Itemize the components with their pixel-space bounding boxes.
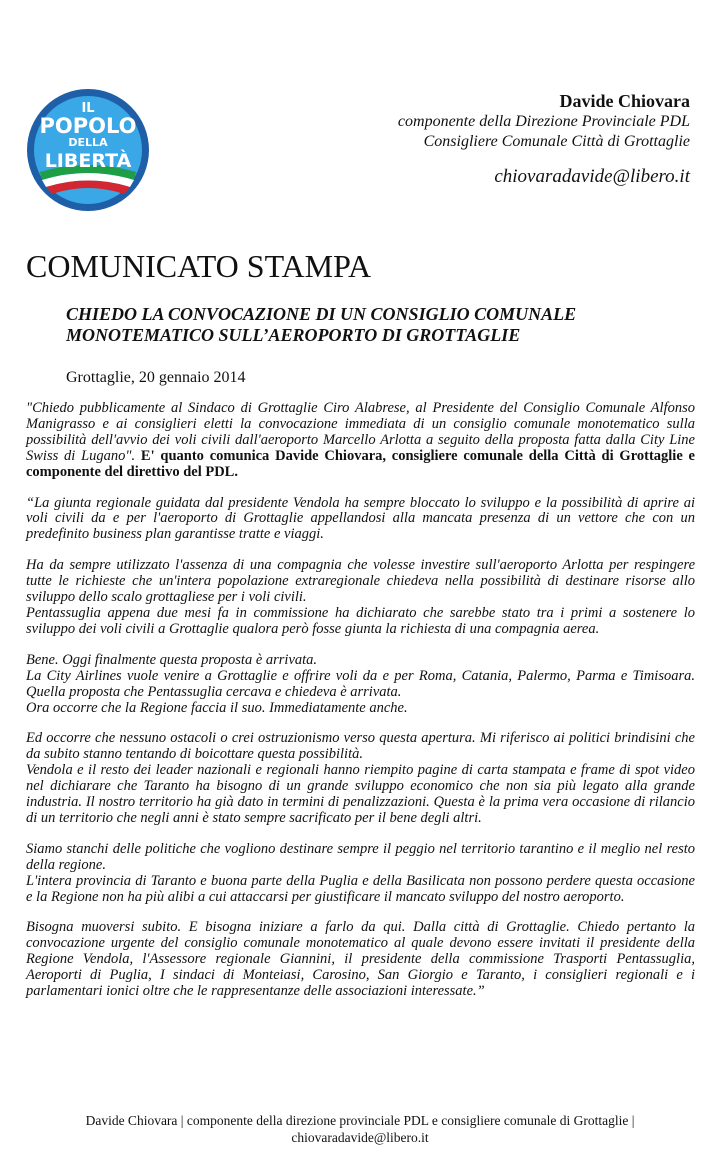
document-subject [66, 304, 706, 346]
subject-line-1: CHIEDO LA CONVOCAZIONE DI UN CONSIGLIO COMUNALE [66, 304, 577, 324]
page-footer [0, 1112, 720, 1146]
pdl-logo-icon [26, 88, 150, 212]
logo-word-il: IL [81, 101, 95, 116]
sender-block [398, 90, 690, 189]
body-paragraph-6: Ora occorre che la Regione faccia il suo. Immediatamente anche. [26, 699, 408, 716]
body-paragraph-11: Bisogna muoversi subito. E bisogna iniziare a farlo da qui. Dalla città di Grottaglie. Chiedo pertanto la convocazione urgente del consiglio comunale monotematico al quale devono essere invitati il presidente della Regione Vendola, l'Assessore regionale Giannini, il presidente della commissione Trasporti Pentassuglia, Aeroporti di Puglia, I sindaci di Monteiasi, Carosino, San Giorgio e Taranto, i consiglieri regionali e i parlamentari ionici oltre che le rappresentanze delle associazioni interessate.” [26, 919, 695, 1000]
document-body [26, 401, 695, 1015]
footer-email[interactable]: chiovaradavide@libero.it [291, 1130, 429, 1145]
body-paragraph-9: Siamo stanchi delle politiche che vogliono destinare sempre il peggio nel territorio tarantino e il meglio nel resto della regione. [26, 840, 695, 873]
logo-word-liberta: LIBERTÀ [44, 150, 132, 172]
logo-word-della: DELLA [68, 136, 108, 149]
body-paragraph-2: Ha da sempre utilizzato l'assenza di una compagnia che volesse investire sull'aeroporto Arlotta per respingere tutte le richieste che un'intera popolazione extraregionale chiedeva nella possibilità di destinare risorse allo sviluppo dello scalo grottagliese per i voli civili. [26, 557, 695, 606]
sender-email[interactable]: chiovaradavide@libero.it [494, 166, 690, 187]
body-paragraph-5: La City Airlines vuole venire a Grottaglie e offrire voli da e per Roma, Catania, Palermo, Parma e Timisoara. Quella proposta che Pentassuglia cercava e chiedeva è arrivata. [26, 667, 695, 700]
dateline: Grottaglie, 20 gennaio 2014 [66, 369, 246, 386]
intro-paragraph [26, 401, 695, 481]
body-paragraph-1: “La giunta regionale guidata dal presidente Vendola ha sempre bloccato lo sviluppo e la possibilità di aprire ai voli civili da e per l'aeroporto di Grottaglie appellandosi alla mancata presenza di un vettore che con un predefinito business plan garantisse tratte e viaggi. [26, 494, 695, 543]
footer-line-1: Davide Chiovara | componente della direzione provinciale PDL e consigliere comunale di Grottaglie | [85, 1113, 635, 1128]
body-paragraph-4: Bene. Oggi finalmente questa proposta è arrivata. [26, 651, 318, 668]
sender-name: Davide Chiovara [559, 91, 690, 111]
subject-line-2: MONOTEMATICO SULL’AEROPORTO DI GROTTAGLIE [66, 325, 521, 345]
logo-word-popolo: POPOLO [39, 114, 137, 138]
body-paragraph-10: L'intera provincia di Taranto e buona parte della Puglia e della Basilicata non possono perdere questa occasione e la Regione non ha più alibi a cui attaccarsi per giustificare il mancato sviluppo del nostro aeroporto. [26, 872, 695, 905]
body-paragraph-7: Ed occorre che nessuno ostacoli o crei ostruzionismo verso questa apertura. Mi riferisco ai politici brindisini che da subito stanno tentando di boicottare questa possibilità. [26, 730, 695, 763]
intro-quote: "Chiedo pubblicamente al Sindaco di Grottaglie Ciro Alabrese, al Presidente del Consiglio Comunale Alfonso Manigrasso e ai consiglieri eletti la convocazione immediata di un consiglio comunale monotematico sulla possibilità dell'avvio dei voli civili dall'aeroporto Marcello Arlotta a seguito della proposta fatta dalla City Line Swiss di Lugano". [26, 400, 695, 464]
sender-role-2: Consigliere Comunale Città di Grottaglie [423, 133, 690, 150]
body-paragraph-8: Vendola e il resto dei leader nazionali e regionali hanno riempito pagine di carta stampata e frame di spot video nel dichiarare che Taranto ha bisogno di un grande sviluppo economico che non sia più legato alla grande industria. Il nostro territorio ha già dato in termini di penalizzazioni. Questa è la prima vera occasione di rilancio di un territorio che negli anni è stato sempre sacrificato per il bene degli altri. [26, 762, 695, 826]
body-paragraph-3: Pentassuglia appena due mesi fa in commissione ha dichiarato che sarebbe stato tra i primi a sostenere lo sviluppo dei voli civili a Grottaglie qualora però fosse giunta la richiesta di una compagnia aerea. [26, 604, 695, 637]
intro-attribution: E' quanto comunica Davide Chiovara, consigliere comunale della Città di Grottaglie e componente del direttivo del PDL. [26, 447, 695, 480]
sender-role-1: componente della Direzione Provinciale PDL [397, 113, 690, 130]
document-title: COMUNICATO STAMPA [26, 248, 372, 284]
